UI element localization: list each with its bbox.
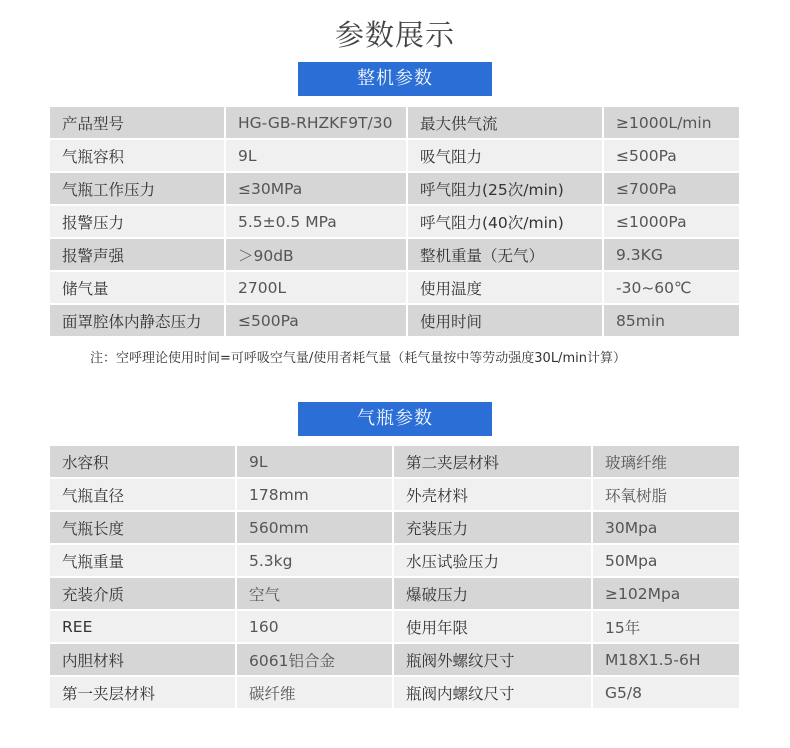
table-row (50, 107, 740, 139)
param-value: ≤700Pa (603, 172, 740, 205)
param-value: 6061铝合金 (236, 643, 393, 676)
param-value: 5.3kg (236, 544, 393, 577)
param-label: 面罩腔体内静态压力 (50, 304, 225, 337)
param-label: 使用温度 (407, 271, 603, 304)
param-label: 水容积 (50, 446, 236, 478)
param-label: 气瓶重量 (50, 544, 236, 577)
param-value: 15年 (592, 610, 740, 643)
param-value: 9.3KG (603, 238, 740, 271)
param-label: 使用时间 (407, 304, 603, 337)
param-label: 充装压力 (393, 511, 592, 544)
table-row (50, 139, 740, 172)
param-label: 第一夹层材料 (50, 676, 236, 709)
param-label: 气瓶长度 (50, 511, 236, 544)
param-label: 第二夹层材料 (393, 446, 592, 478)
param-value: 160 (236, 610, 393, 643)
param-value: 178mm (236, 478, 393, 511)
param-label: 使用年限 (393, 610, 592, 643)
param-value: ≥1000L/min (603, 107, 740, 139)
table-row (50, 446, 740, 478)
table-row (50, 511, 740, 544)
param-label: 呼气阻力(25次/min) (407, 172, 603, 205)
param-label: 水压试验压力 (393, 544, 592, 577)
param-value: 2700L (225, 271, 407, 304)
table-row (50, 304, 740, 337)
section-header-machine: 整机参数 (298, 62, 492, 96)
param-label: 吸气阻力 (407, 139, 603, 172)
param-value: 50Mpa (592, 544, 740, 577)
param-label: 充装介质 (50, 577, 236, 610)
table-row (50, 610, 740, 643)
param-value: 9L (236, 446, 393, 478)
cylinder-spec-rows (50, 446, 740, 709)
param-value: G5/8 (592, 676, 740, 709)
param-label: 内胆材料 (50, 643, 236, 676)
param-value: HG-GB-RHZKF9T/30 (225, 107, 407, 139)
table-row (50, 676, 740, 709)
cylinder-spec-table (50, 446, 741, 710)
param-value: 30Mpa (592, 511, 740, 544)
param-label: 瓶阀内螺纹尺寸 (393, 676, 592, 709)
table-row (50, 577, 740, 610)
table-row (50, 544, 740, 577)
machine-spec-table (50, 107, 741, 338)
param-label: 报警声强 (50, 238, 225, 271)
param-value: ≥102Mpa (592, 577, 740, 610)
table-row (50, 205, 740, 238)
param-label: 气瓶直径 (50, 478, 236, 511)
table-row (50, 478, 740, 511)
param-label: 瓶阀外螺纹尺寸 (393, 643, 592, 676)
param-value: ≤1000Pa (603, 205, 740, 238)
param-label: 产品型号 (50, 107, 225, 139)
table-row (50, 238, 740, 271)
param-value: 环氧树脂 (592, 478, 740, 511)
param-value: ≤500Pa (225, 304, 407, 337)
param-label: 报警压力 (50, 205, 225, 238)
param-value: 560mm (236, 511, 393, 544)
page-title: 参数展示 (334, 18, 455, 52)
param-label: 整机重量（无气） (407, 238, 603, 271)
param-label: 呼气阻力(40次/min) (407, 205, 603, 238)
param-value: 5.5±0.5 MPa (225, 205, 407, 238)
param-value: ≤30MPa (225, 172, 407, 205)
machine-spec-rows (50, 107, 740, 337)
param-value: ≤500Pa (603, 139, 740, 172)
param-label: 爆破压力 (393, 577, 592, 610)
section-header-cylinder: 气瓶参数 (298, 402, 492, 436)
table-row (50, 271, 740, 304)
param-label: 气瓶工作压力 (50, 172, 225, 205)
param-label: 最大供气流 (407, 107, 603, 139)
param-value: -30~60℃ (603, 271, 740, 304)
param-label: 外壳材料 (393, 478, 592, 511)
param-label: REE (50, 610, 236, 643)
table-row (50, 172, 740, 205)
param-label: 储气量 (50, 271, 225, 304)
param-label: 气瓶容积 (50, 139, 225, 172)
param-value: ＞90dB (225, 238, 407, 271)
param-value: M18X1.5-6H (592, 643, 740, 676)
param-value: 空气 (236, 577, 393, 610)
param-value: 碳纤维 (236, 676, 393, 709)
usage-time-note: 注：空呼理论使用时间=可呼吸空气量/使用者耗气量（耗气量按中等劳动强度30L/min计算） (90, 351, 626, 366)
param-value: 玻璃纤维 (592, 446, 740, 478)
param-value: 9L (225, 139, 407, 172)
table-row (50, 643, 740, 676)
param-value: 85min (603, 304, 740, 337)
